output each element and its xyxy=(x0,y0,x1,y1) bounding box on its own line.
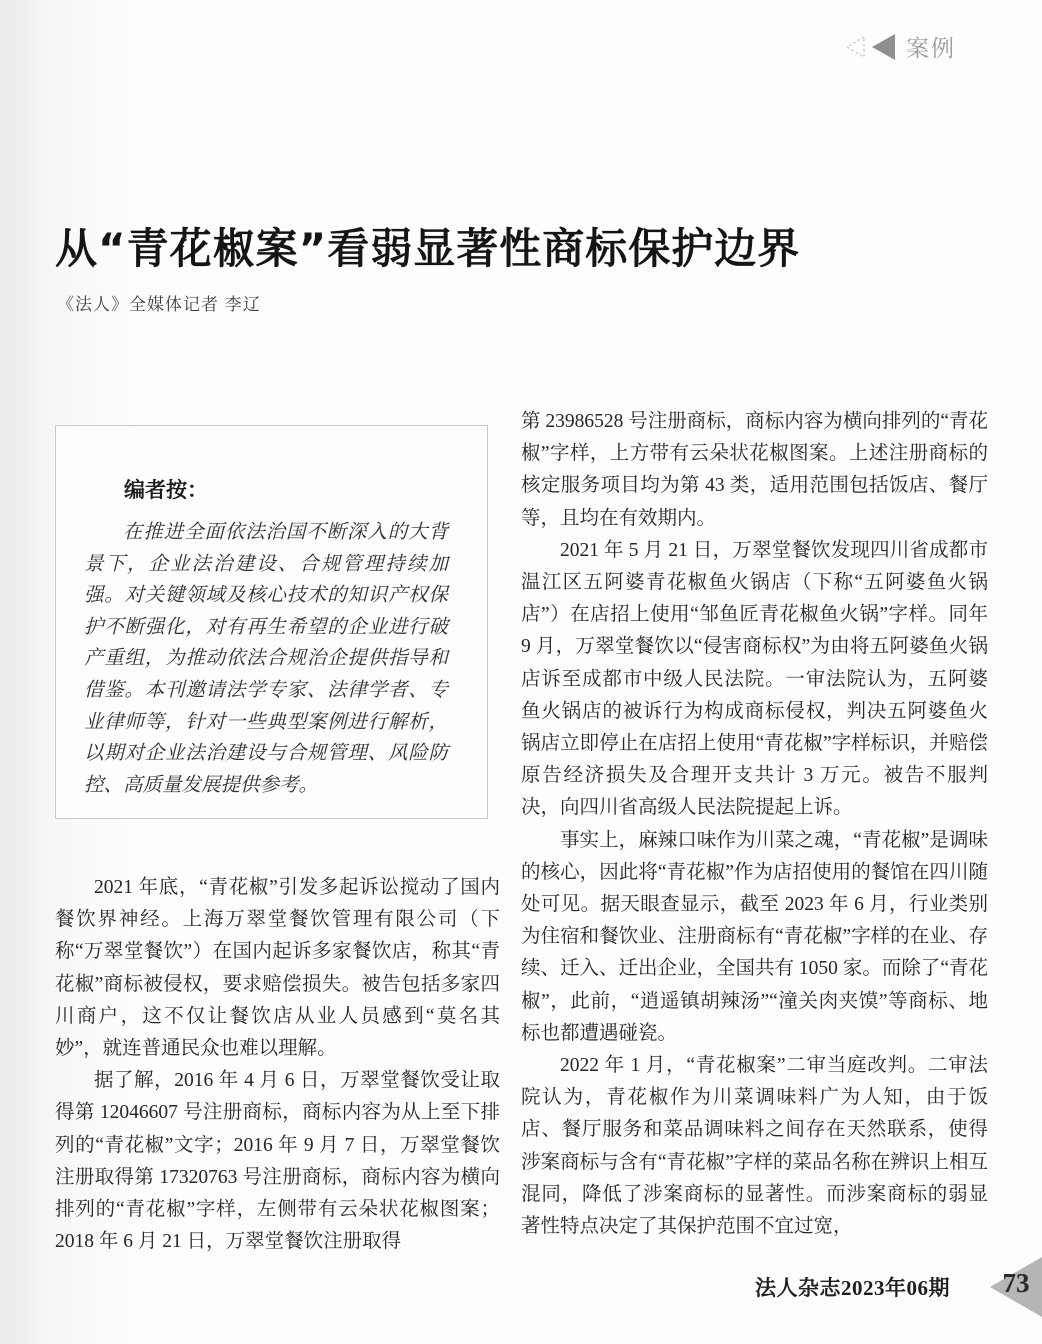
article-title: 从“青花椒案”看弱显著性商标保护边界 xyxy=(55,224,801,274)
editor-note-heading: 编者按： xyxy=(124,478,208,502)
page-number: 73 xyxy=(1002,1268,1030,1298)
body-paragraph: 事实上，麻辣口味作为川菜之魂，“青花椒”是调味的核心，因此将“青花椒”作为店招使用的餐馆在四川随处可见。据天眼查显示，截至 2023 年 6 月，行业类别为住宿和餐饮业、注册商标有“青花椒”字样的在业、存续、迁入、迁出企业，全国共有 1050 家。而除了“青花椒”，此前，“逍遥镇胡辣汤”“潼关肉夹馍”等商标、地标也都遭遇碰瓷。 xyxy=(521,829,988,1044)
body-paragraph: 第 23986528 号注册商标，商标内容为横向排列的“青花椒”字样，上方带有云朵状花椒图案。上述注册商标的核定服务项目均为第 43 类，适用范围包括饭店、餐厅等，且均在有效期内。 xyxy=(521,411,988,529)
category-label: 案例 xyxy=(906,35,956,61)
category-marker xyxy=(844,30,956,63)
body-paragraph: 2021 年底，“青花椒”引发多起诉讼搅动了国内餐饮界神经。上海万翠堂餐饮管理有限公司（下称“万翠堂餐饮”）在国内起诉多家餐饮店，称其“青花椒”商标被侵权，要求赔偿损失。被告包括多家四川商户，这不仅让餐饮店从业人员感到“莫名其妙”，就连普通民众也难以理解。 xyxy=(55,877,500,1060)
body-paragraph: 2022 年 1 月，“青花椒案”二审当庭改判。二审法院认为，青花椒作为川菜调味料广为人知，由于饭店、餐厅服务和菜品调味料之间存在天然联系，使得涉案商标与含有“青花椒”字样的菜品名称在辨识上相互混同，降低了涉案商标的显著性。而涉案商标的弱显著性特点决定了其保护范围不宜过宽， xyxy=(521,1055,988,1238)
outline-triangle-icon xyxy=(844,34,866,60)
editor-note-body: 在推进全面依法治国不断深入的大背景下，企业法治建设、合规管理持续加强。对关键领域及核心技术的知识产权保护不断强化，对有再生希望的企业进行破产重组，为推动依法合规治企提供指导和借鉴。本刊邀请法学专家、法律学者、专业律师等，针对一些典型案例进行解析，以期对企业法治建设与合规管理、风险防控、高质量发展提供参考。 xyxy=(84,520,448,796)
body-paragraph: 据了解，2016 年 4 月 6 日，万翠堂餐饮受让取得第 12046607 号注册商标，商标内容为从上至下排列的“青花椒”文字；2016 年 9 月 7 日，万翠堂餐饮注册取得第 17320763 号注册商标，商标内容为横向排列的“青花椒”字样，左侧带有云朵状花椒图案；2018 年 6 月 21 日，万翠堂餐饮注册取得 xyxy=(55,1070,500,1253)
left-column xyxy=(55,872,500,1258)
journal-issue-label: 法人杂志2023年06期 xyxy=(755,1276,950,1300)
body-paragraph: 2021 年 5 月 21 日，万翠堂餐饮发现四川省成都市温江区五阿婆青花椒鱼火锅店（下称“五阿婆鱼火锅店”）在店招上使用“邹鱼匠青花椒鱼火锅”字样。同年 9 月，万翠堂餐饮以“侵害商标权”为由将五阿婆鱼火锅店诉至成都市中级人民法院。一审法院认为，五阿婆鱼火锅店的被诉行为构成商标侵权，判决五阿婆鱼火锅店立即停止在店招上使用“青花椒”字样标识，并赔偿原告经济损失及合理开支共计 3 万元。被告不服判决，向四川省高级人民法院提起上诉。 xyxy=(521,539,988,819)
article-byline: 《法人》全媒体记者 李辽 xyxy=(57,295,261,314)
editor-note-box xyxy=(55,425,488,819)
solid-triangle-icon xyxy=(870,33,896,61)
right-column xyxy=(521,406,988,1243)
